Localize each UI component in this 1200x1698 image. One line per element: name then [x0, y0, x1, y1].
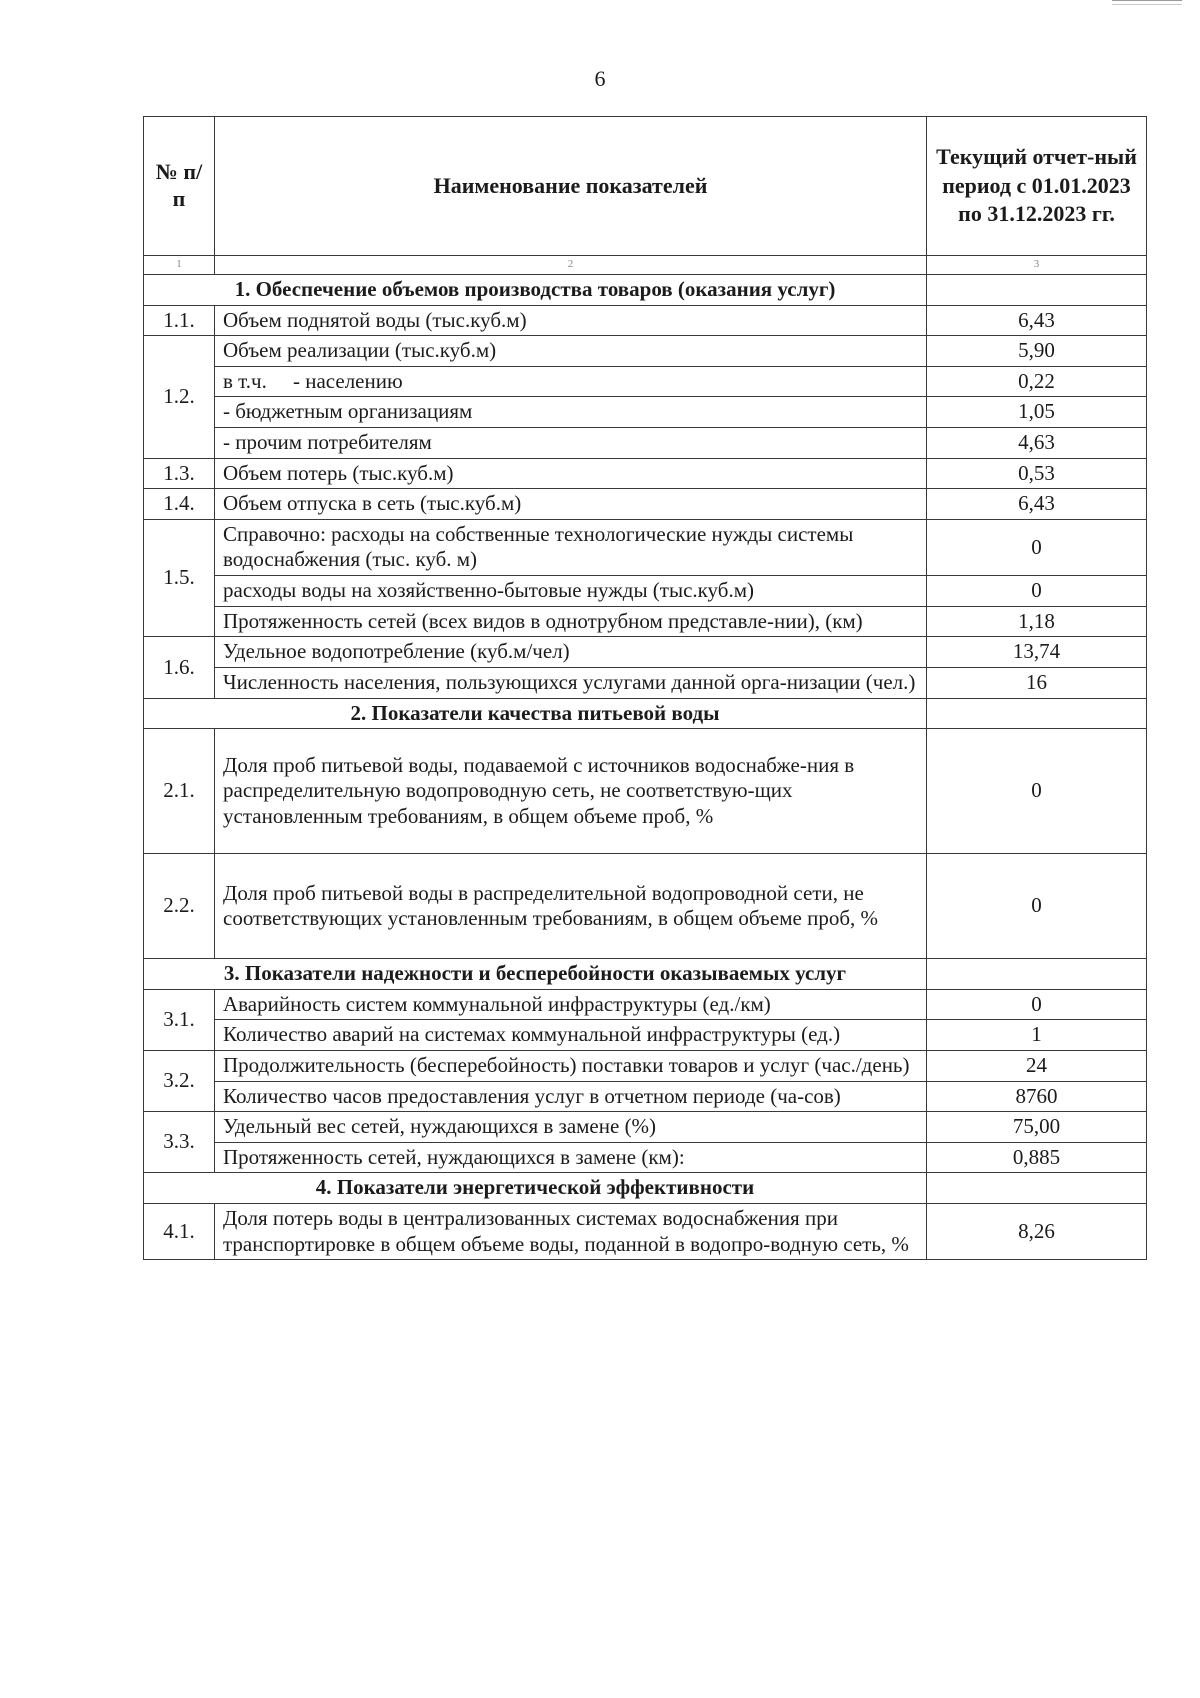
section-row — [144, 959, 1147, 990]
row-label: - бюджетным организациям — [215, 397, 927, 428]
row-value: 6,43 — [927, 489, 1147, 520]
row-label: Объем отпуска в сеть (тыс.куб.м) — [215, 489, 927, 520]
header-value: Текущий отчет-ный период с 01.01.2023 по 31.12.2023 гг. — [927, 117, 1147, 256]
row-label: Протяженность сетей (всех видов в однотрубном представле-нии), (км) — [215, 606, 927, 637]
table-row — [144, 336, 1147, 367]
table-row — [144, 606, 1147, 637]
corner-mark — [1112, 0, 1182, 5]
row-value: 0,22 — [927, 366, 1147, 397]
row-number: 1.3. — [144, 458, 215, 489]
row-number: 2.1. — [144, 729, 215, 854]
section-row — [144, 275, 1147, 306]
row-value: 13,74 — [927, 637, 1147, 668]
section-row — [144, 1173, 1147, 1204]
table-row — [144, 1112, 1147, 1143]
row-label: Продолжительность (бесперебойность) поставки товаров и услуг (час./день) — [215, 1050, 927, 1081]
table-row — [144, 458, 1147, 489]
row-value: 8760 — [927, 1081, 1147, 1112]
row-value: 6,43 — [927, 305, 1147, 336]
row-value: 4,63 — [927, 428, 1147, 459]
table-row — [144, 729, 1147, 854]
row-value: 0 — [927, 854, 1147, 959]
column-number: 2 — [215, 256, 927, 275]
row-label: Объем реализации (тыс.куб.м) — [215, 336, 927, 367]
row-value: 1 — [927, 1020, 1147, 1051]
table-row — [144, 1142, 1147, 1173]
section-title: 1. Обеспечение объемов производства товаров (оказания услуг) — [144, 275, 927, 306]
table-row — [144, 989, 1147, 1020]
row-value: 0 — [927, 729, 1147, 854]
table-row — [144, 1050, 1147, 1081]
row-number: 2.2. — [144, 854, 215, 959]
row-label: Объем потерь (тыс.куб.м) — [215, 458, 927, 489]
row-value: 75,00 — [927, 1112, 1147, 1143]
row-label: - прочим потребителям — [215, 428, 927, 459]
row-label: Объем поднятой воды (тыс.куб.м) — [215, 305, 927, 336]
row-label: расходы воды на хозяйственно-бытовые нужды (тыс.куб.м) — [215, 576, 927, 607]
row-number: 1.4. — [144, 489, 215, 520]
table-row — [144, 428, 1147, 459]
table-row — [144, 305, 1147, 336]
row-value: 24 — [927, 1050, 1147, 1081]
section-title: 2. Показатели качества питьевой воды — [144, 698, 927, 729]
table-row — [144, 1020, 1147, 1051]
row-number: 1.2. — [144, 336, 215, 458]
table-row — [144, 637, 1147, 668]
row-number: 3.2. — [144, 1050, 215, 1111]
row-number: 3.1. — [144, 989, 215, 1050]
row-label: Доля проб питьевой воды в распределительной водопроводной сети, не соответствующих установленным требованиям, в общем объеме проб, % — [215, 854, 927, 959]
row-number: 4.1. — [144, 1204, 215, 1260]
table-row — [144, 519, 1147, 575]
table-row — [144, 1204, 1147, 1260]
row-value: 16 — [927, 667, 1147, 698]
table-row — [144, 854, 1147, 959]
row-number: 1.5. — [144, 519, 215, 636]
row-label: Доля проб питьевой воды, подаваемой с источников водоснабже-ния в распределительную водопроводную сеть, не соответствую-щих установленным требованиям, в общем объеме проб, % — [215, 729, 927, 854]
table-row — [144, 576, 1147, 607]
row-label: Аварийность систем коммунальной инфраструктуры (ед./км) — [215, 989, 927, 1020]
row-label: Количество аварий на системах коммунальной инфраструктуры (ед.) — [215, 1020, 927, 1051]
page-number: 6 — [594, 66, 606, 91]
row-label: Протяженность сетей, нуждающихся в замене (км): — [215, 1142, 927, 1173]
indicators-table — [143, 116, 1147, 1260]
table-row — [144, 397, 1147, 428]
table-row — [144, 366, 1147, 397]
column-number-row — [144, 256, 1147, 275]
row-label-cell — [215, 366, 927, 397]
header-name: Наименование показателей — [215, 117, 927, 256]
table-row — [144, 489, 1147, 520]
row-number: 1.6. — [144, 637, 215, 698]
row-value: 0,885 — [927, 1142, 1147, 1173]
table-header-row — [144, 117, 1147, 256]
table-row — [144, 667, 1147, 698]
section-title: 3. Показатели надежности и бесперебойности оказываемых услуг — [144, 959, 927, 990]
column-number: 1 — [144, 256, 215, 275]
section-row — [144, 698, 1147, 729]
row-value: 8,26 — [927, 1204, 1147, 1260]
row-label: - населению — [293, 368, 403, 393]
row-number: 3.3. — [144, 1112, 215, 1173]
table-row — [144, 1081, 1147, 1112]
row-label: Численность населения, пользующихся услугами данной орга-низации (чел.) — [215, 667, 927, 698]
row-value: 0 — [927, 519, 1147, 575]
row-label: Доля потерь воды в централизованных системах водоснабжения при транспортировке в общем объеме воды, поданной в водопро-водную сеть, % — [215, 1204, 927, 1260]
column-number: 3 — [927, 256, 1147, 275]
row-value: 0,53 — [927, 458, 1147, 489]
row-label: Удельный вес сетей, нуждающихся в замене (%) — [215, 1112, 927, 1143]
header-no: № п/п — [144, 117, 215, 256]
row-value: 1,18 — [927, 606, 1147, 637]
row-prefix: в т.ч. — [223, 368, 267, 393]
row-label: Количество часов предоставления услуг в отчетном периоде (ча-сов) — [215, 1081, 927, 1112]
row-number: 1.1. — [144, 305, 215, 336]
row-label: Справочно: расходы на собственные технологические нужды системы водоснабжения (тыс. куб. м) — [215, 519, 927, 575]
row-value: 1,05 — [927, 397, 1147, 428]
row-value: 0 — [927, 576, 1147, 607]
row-label: Удельное водопотребление (куб.м/чел) — [215, 637, 927, 668]
row-value: 5,90 — [927, 336, 1147, 367]
section-title: 4. Показатели энергетической эффективности — [144, 1173, 927, 1204]
row-value: 0 — [927, 989, 1147, 1020]
